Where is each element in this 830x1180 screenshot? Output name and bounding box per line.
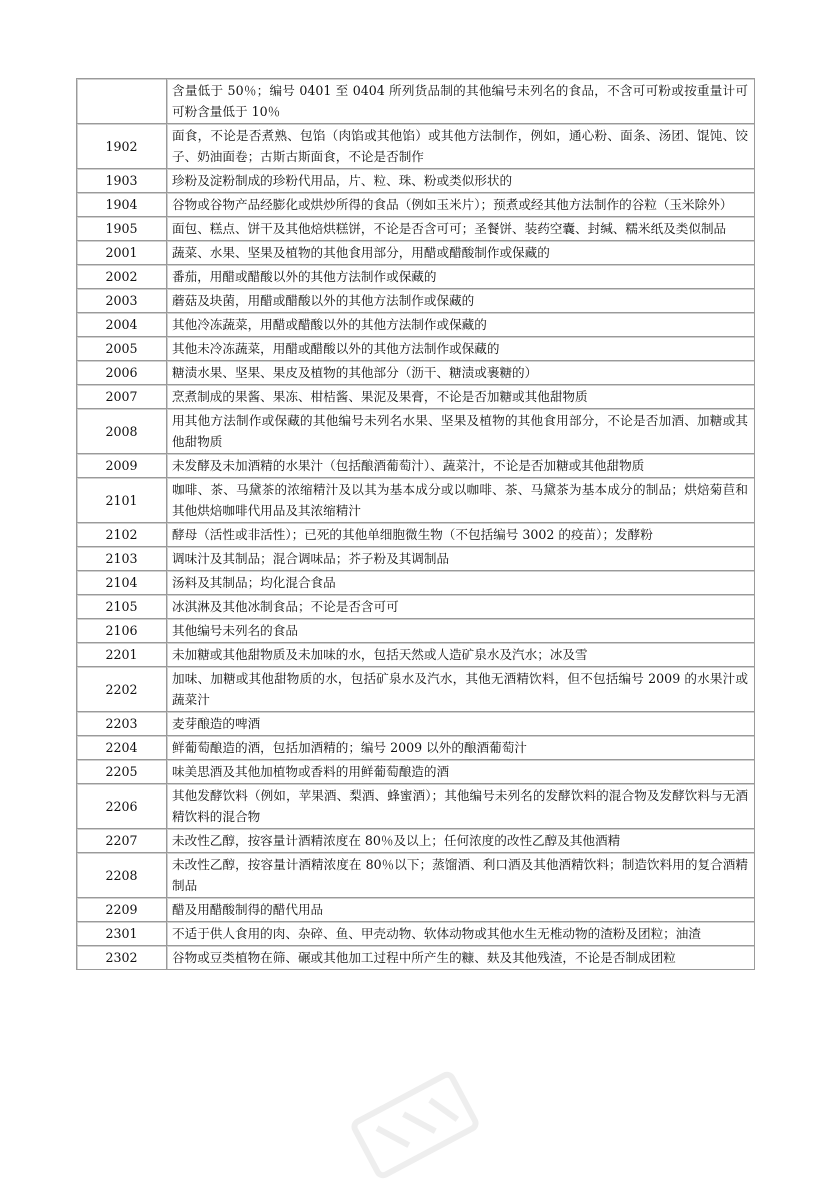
table-row — [77, 523, 755, 547]
hs-code-table-body — [77, 79, 755, 970]
hs-code-cell: 2204 — [77, 736, 167, 760]
table-row — [77, 265, 755, 289]
description-cell: 醋及用醋酸制得的醋代用品 — [167, 898, 755, 922]
hs-code-cell: 2205 — [77, 760, 167, 784]
description-cell: 其他冷冻蔬菜，用醋或醋酸以外的其他方法制作或保藏的 — [167, 313, 755, 337]
table-row — [77, 289, 755, 313]
hs-code-table — [76, 78, 755, 970]
hs-code-cell: 2104 — [77, 571, 167, 595]
hs-code-cell: 1902 — [77, 124, 167, 169]
description-cell: 咖啡、茶、马黛茶的浓缩精汁及以其为基本成分或以咖啡、茶、马黛茶为基本成分的制品；烘焙菊苣和其他烘焙咖啡代用品及其浓缩精汁 — [167, 478, 755, 523]
table-row — [77, 217, 755, 241]
table-row — [77, 241, 755, 265]
description-cell: 烹煮制成的果酱、果冻、柑桔酱、果泥及果膏，不论是否加糖或其他甜物质 — [167, 385, 755, 409]
description-cell: 珍粉及淀粉制成的珍粉代用品，片、粒、珠、粉或类似形状的 — [167, 169, 755, 193]
table-row — [77, 853, 755, 898]
hs-code-cell: 2102 — [77, 523, 167, 547]
hs-code-cell: 2003 — [77, 289, 167, 313]
table-row — [77, 169, 755, 193]
description-cell: 不适于供人食用的肉、杂碎、鱼、甲壳动物、软体动物或其他水生无椎动物的渣粉及团粒；油渣 — [167, 922, 755, 946]
hs-code-cell: 1904 — [77, 193, 167, 217]
table-row — [77, 385, 755, 409]
table-row — [77, 619, 755, 643]
table-row — [77, 79, 755, 124]
table-row — [77, 760, 755, 784]
hs-code-cell: 2002 — [77, 265, 167, 289]
table-row — [77, 736, 755, 760]
hs-code-cell: 2301 — [77, 922, 167, 946]
description-cell: 酵母（活性或非活性）；已死的其他单细胞微生物（不包括编号 3002 的疫苗）；发酵粉 — [167, 523, 755, 547]
table-row — [77, 547, 755, 571]
description-cell: 面食，不论是否煮熟、包馅（肉馅或其他馅）或其他方法制作，例如，通心粉、面条、汤团、馄饨、饺子、奶油面卷；古斯古斯面食，不论是否制作 — [167, 124, 755, 169]
table-row — [77, 193, 755, 217]
hs-code-cell: 2207 — [77, 829, 167, 853]
table-row — [77, 643, 755, 667]
description-cell: 含量低于 50％；编号 0401 至 0404 所列货品制的其他编号未列名的食品，不含可可粉或按重量计可可粉含量低于 10％ — [167, 79, 755, 124]
hs-code-cell: 2202 — [77, 667, 167, 712]
table-row — [77, 313, 755, 337]
description-cell: 糖渍水果、坚果、果皮及植物的其他部分（沥干、糖渍或裹糖的） — [167, 361, 755, 385]
description-cell: 蔬菜、水果、坚果及植物的其他食用部分，用醋或醋酸制作或保藏的 — [167, 241, 755, 265]
table-row — [77, 361, 755, 385]
description-cell: 冰淇淋及其他冰制食品；不论是否含可可 — [167, 595, 755, 619]
table-row — [77, 454, 755, 478]
hs-code-cell: 2302 — [77, 946, 167, 970]
table-row — [77, 595, 755, 619]
description-cell: 未改性乙醇，按容量计酒精浓度在 80％以下；蒸馏酒、利口酒及其他酒精饮料；制造饮料用的复合酒精制品 — [167, 853, 755, 898]
description-cell: 蘑菇及块菌，用醋或醋酸以外的其他方法制作或保藏的 — [167, 289, 755, 313]
description-cell: 麦芽酿造的啤酒 — [167, 712, 755, 736]
description-cell: 汤料及其制品；均化混合食品 — [167, 571, 755, 595]
table-row — [77, 478, 755, 523]
description-cell: 面包、糕点、饼干及其他焙烘糕饼，不论是否含可可；圣餐饼、装药空囊、封缄、糯米纸及类似制品 — [167, 217, 755, 241]
table-row — [77, 409, 755, 454]
hs-code-cell: 2009 — [77, 454, 167, 478]
table-row — [77, 922, 755, 946]
description-cell: 加味、加糖或其他甜物质的水，包括矿泉水及汽水，其他无酒精饮料，但不包括编号 2009 的水果汁或蔬菜汁 — [167, 667, 755, 712]
description-cell: 未加糖或其他甜物质及未加味的水，包括天然或人造矿泉水及汽水；冰及雪 — [167, 643, 755, 667]
description-cell: 谷物或谷物产品经膨化或烘炒所得的食品（例如玉米片）；预煮或经其他方法制作的谷粒（玉米除外） — [167, 193, 755, 217]
hs-code-cell: 2005 — [77, 337, 167, 361]
hs-code-cell: 2004 — [77, 313, 167, 337]
description-cell: 其他发酵饮料（例如，苹果酒、梨酒、蜂蜜酒）；其他编号未列名的发酵饮料的混合物及发酵饮料与无酒精饮料的混合物 — [167, 784, 755, 829]
table-row — [77, 898, 755, 922]
table-row — [77, 337, 755, 361]
description-cell: 鲜葡萄酿造的酒，包括加酒精的；编号 2009 以外的酿酒葡萄汁 — [167, 736, 755, 760]
table-row — [77, 667, 755, 712]
description-cell: 未改性乙醇，按容量计酒精浓度在 80％及以上；任何浓度的改性乙醇及其他酒精 — [167, 829, 755, 853]
watermark-stamp — [340, 1070, 490, 1180]
hs-code-cell: 2201 — [77, 643, 167, 667]
hs-code-cell: 2007 — [77, 385, 167, 409]
hs-code-cell: 2208 — [77, 853, 167, 898]
description-cell: 未发酵及未加酒精的水果汁（包括酿酒葡萄汁）、蔬菜汁，不论是否加糖或其他甜物质 — [167, 454, 755, 478]
description-cell: 其他未冷冻蔬菜，用醋或醋酸以外的其他方法制作或保藏的 — [167, 337, 755, 361]
table-row — [77, 829, 755, 853]
hs-code-cell: 2103 — [77, 547, 167, 571]
hs-code-cell — [77, 79, 167, 124]
table-row — [77, 124, 755, 169]
table-row — [77, 712, 755, 736]
hs-code-cell: 2206 — [77, 784, 167, 829]
hs-code-cell: 1903 — [77, 169, 167, 193]
description-cell: 其他编号未列名的食品 — [167, 619, 755, 643]
description-cell: 谷物或豆类植物在筛、碾或其他加工过程中所产生的糠、麸及其他残渣，不论是否制成团粒 — [167, 946, 755, 970]
hs-code-cell: 2106 — [77, 619, 167, 643]
hs-code-cell: 2203 — [77, 712, 167, 736]
hs-code-cell: 2101 — [77, 478, 167, 523]
hs-code-cell: 2209 — [77, 898, 167, 922]
hs-code-cell: 2105 — [77, 595, 167, 619]
description-cell: 调味汁及其制品；混合调味品；芥子粉及其调制品 — [167, 547, 755, 571]
hs-code-cell: 2006 — [77, 361, 167, 385]
description-cell: 用其他方法制作或保藏的其他编号未列名水果、坚果及植物的其他食用部分，不论是否加酒、加糖或其他甜物质 — [167, 409, 755, 454]
table-row — [77, 571, 755, 595]
hs-code-cell: 2008 — [77, 409, 167, 454]
table-row — [77, 784, 755, 829]
hs-code-cell: 1905 — [77, 217, 167, 241]
description-cell: 味美思酒及其他加植物或香料的用鲜葡萄酿造的酒 — [167, 760, 755, 784]
hs-code-cell: 2001 — [77, 241, 167, 265]
table-row — [77, 946, 755, 970]
description-cell: 番茄，用醋或醋酸以外的其他方法制作或保藏的 — [167, 265, 755, 289]
